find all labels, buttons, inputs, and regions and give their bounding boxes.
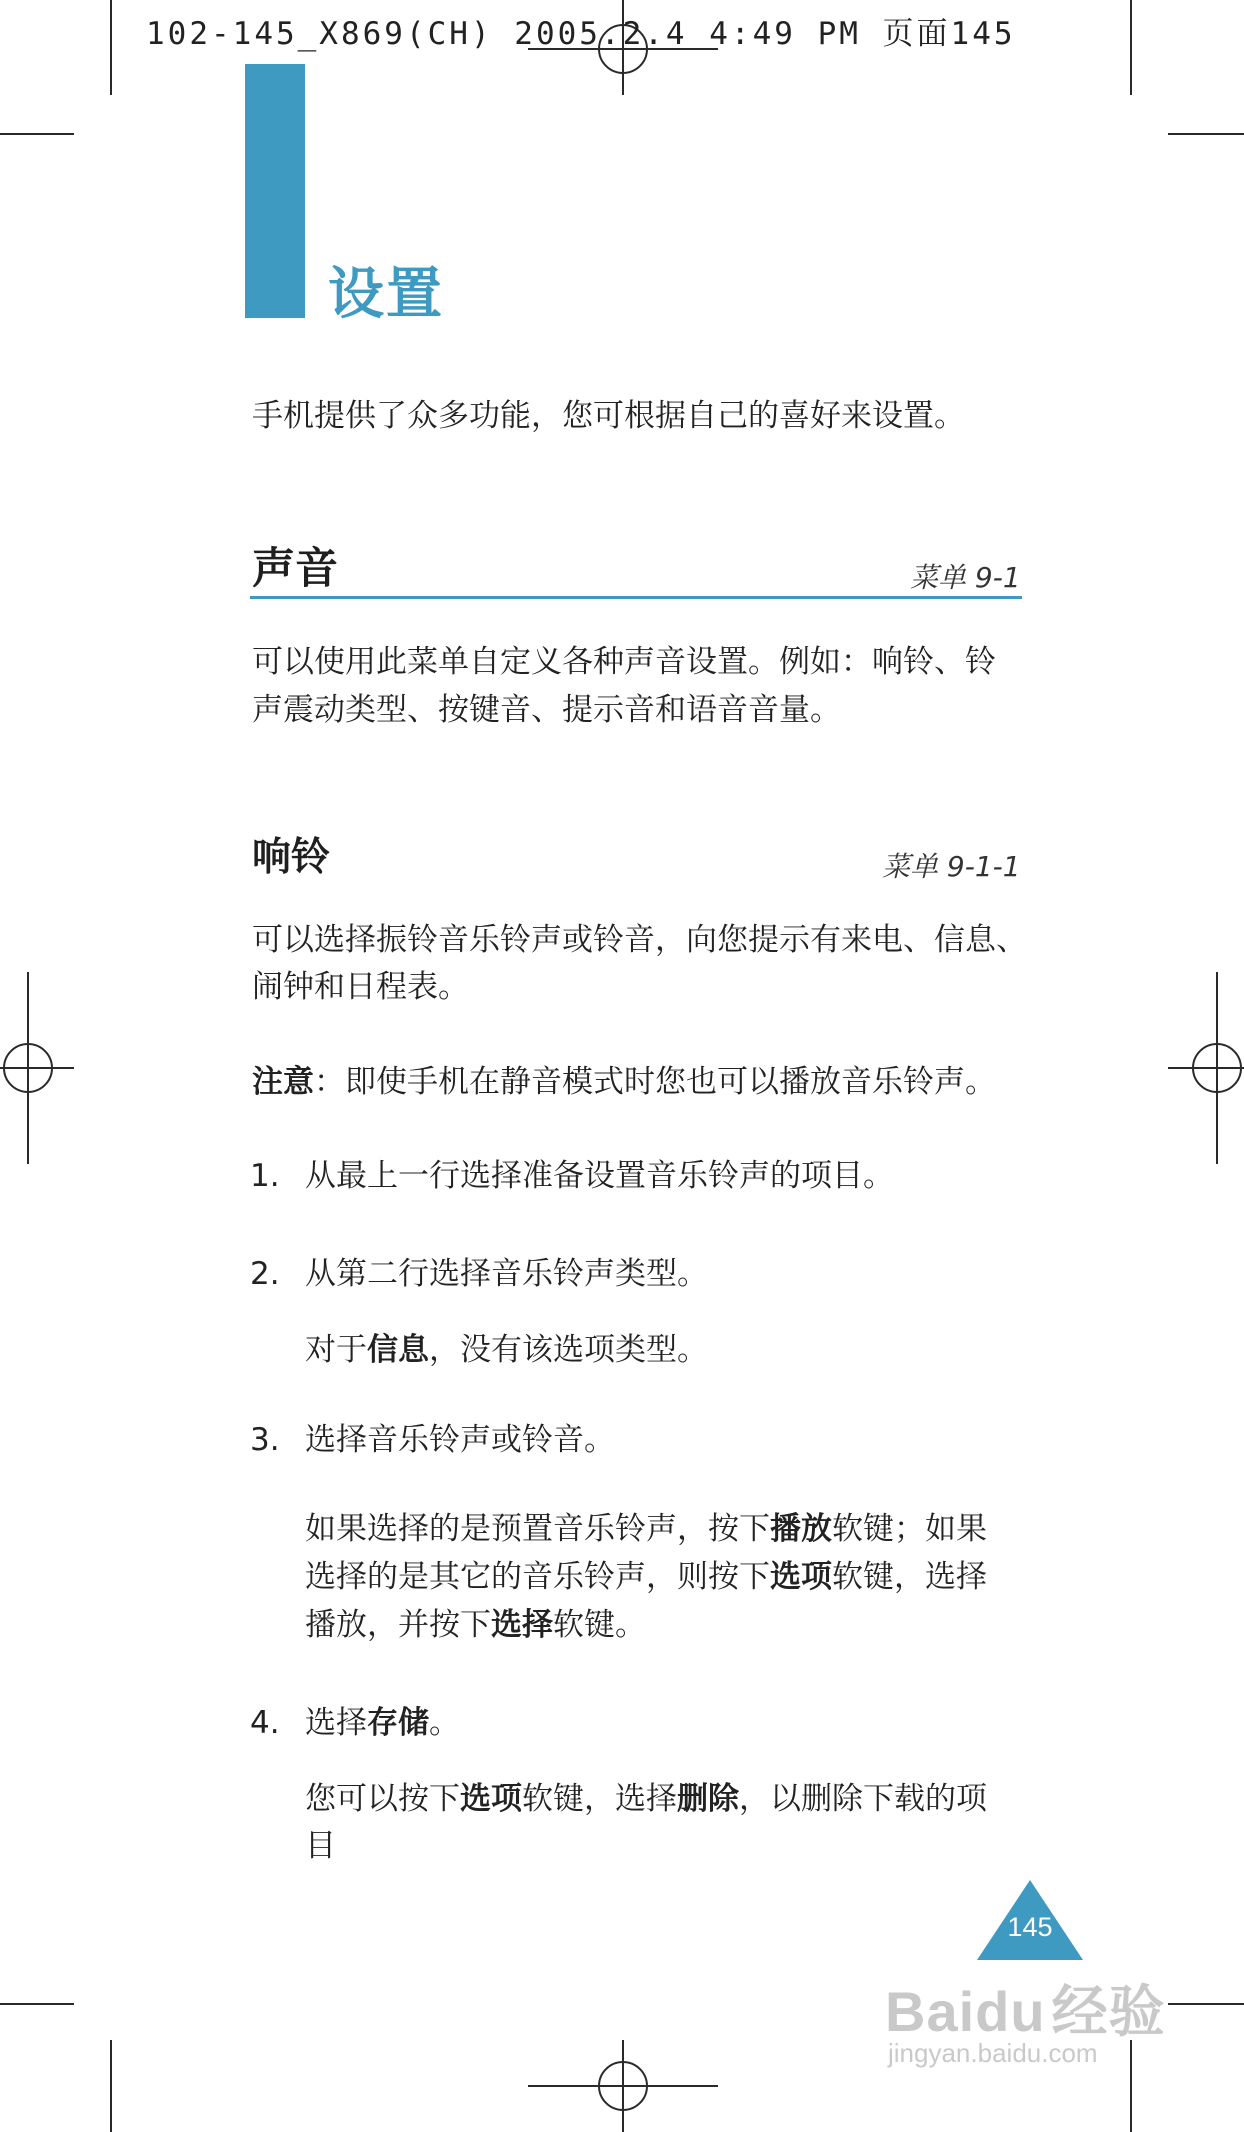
crop-mark [1168, 133, 1244, 135]
sound-body-line: 可以使用此菜单自定义各种声音设置。例如：响铃、铃 [252, 644, 996, 680]
chapter-title: 设置 [328, 262, 444, 327]
step-text: 选择存储。 [305, 1705, 460, 1741]
step-text: 从最上一行选择准备设置音乐铃声的项目。 [305, 1158, 894, 1194]
note-text: ：即使手机在静音模式时您也可以播放音乐铃声。 [314, 1064, 996, 1100]
crop-mark [0, 2003, 74, 2005]
step-subtext: 您可以按下选项软键，选择删除，以删除下载的项 [305, 1781, 987, 1817]
crop-mark [110, 2040, 112, 2132]
watermark-logo: Baidu 经验 [885, 1980, 1166, 2043]
step-number: 3. [250, 1422, 280, 1458]
crop-mark [1130, 0, 1132, 95]
crop-mark [1168, 2003, 1244, 2005]
registration-mark [1192, 1043, 1242, 1093]
ring-body-line: 闹钟和日程表。 [252, 969, 469, 1005]
crop-mark [110, 0, 112, 95]
section-heading-ring: 响铃 [252, 835, 331, 880]
intro-text: 手机提供了众多功能，您可根据自己的喜好来设置。 [252, 398, 965, 434]
section-divider [250, 596, 1022, 599]
ring-body-line: 可以选择振铃音乐铃声或铃音，向您提示有来电、信息、 [252, 922, 1027, 958]
step-number: 4. [250, 1705, 280, 1741]
sound-body-line: 声震动类型、按键音、提示音和语音音量。 [252, 692, 841, 728]
menu-ref-sound: 菜单 9-1 [910, 561, 1021, 594]
section-heading-sound: 声音 [252, 544, 338, 594]
step-text: 选择音乐铃声或铃音。 [305, 1422, 615, 1458]
note-label: 注意 [252, 1064, 314, 1100]
note [252, 1058, 996, 1106]
registration-mark [598, 2061, 648, 2111]
step-subtext: 如果选择的是预置音乐铃声，按下播放软键；如果 [305, 1511, 987, 1547]
step-number: 2. [250, 1256, 280, 1292]
watermark-url: jingyan.baidu.com [888, 2038, 1098, 2068]
step-subtext: 播放，并按下选择软键。 [305, 1607, 646, 1643]
chapter-accent-bar [245, 64, 305, 318]
step-number: 1. [250, 1158, 280, 1194]
step-subtext: 对于信息，没有该选项类型。 [305, 1332, 708, 1368]
print-info-header: 102-145_X869(CH) 2005.2.4 4:49 PM 页面145 [146, 16, 1016, 52]
crop-mark [0, 133, 74, 135]
crop-mark [1130, 2040, 1132, 2132]
registration-mark [3, 1043, 53, 1093]
step-subtext: 选择的是其它的音乐铃声，则按下选项软键，选择 [305, 1559, 987, 1595]
menu-ref-ring: 菜单 9-1-1 [882, 850, 1021, 883]
step-text: 从第二行选择音乐铃声类型。 [305, 1256, 708, 1292]
page-number: 145 [1007, 1912, 1053, 1942]
step-subtext: 目 [305, 1828, 336, 1864]
